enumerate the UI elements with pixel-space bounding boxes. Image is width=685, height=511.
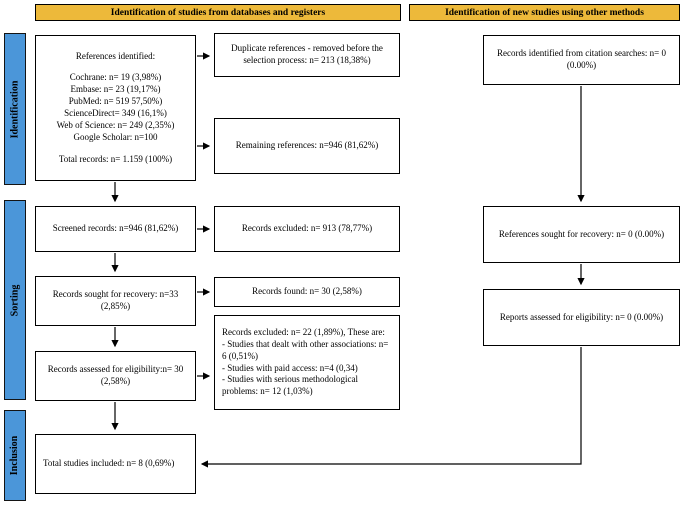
box-records-found: Records found: n= 30 (2,58%) [214, 277, 400, 307]
stage-identification-label: Identification [9, 80, 21, 138]
box-records-excluded-screening: Records excluded: n= 913 (78,77%) [214, 206, 400, 252]
excluded-reason-methodological: - Studies with serious methodological problems: n= 12 (1,03%) [222, 374, 358, 397]
total-records: Total records: n= 1.159 (100%) [58, 153, 173, 164]
box-reports-assessed-other: Reports assessed for eligibility: n= 0 (0.00%) [483, 289, 680, 346]
excluded-reason-paid-access: - Studies with paid access: n=4 (0,34) [222, 362, 358, 373]
excluded-reason-other-associations: - Studies that dealt with other associations: n= 6 (0,51%) [222, 338, 389, 361]
box-duplicates-removed: Duplicate references - removed before the selection process: n= 213 (18,38%) [214, 33, 400, 77]
box-records-assessed-eligibility: Records assessed for eligibility:n= 30 (2,58%) [35, 351, 196, 401]
header-databases-registers: Identification of studies from databases and registers [35, 4, 401, 21]
box-total-studies-included: Total studies included: n= 8 (0,69%) [35, 434, 196, 494]
stage-sorting-label: Sorting [9, 284, 21, 316]
header-other-methods: Identification of new studies using other methods [409, 4, 680, 21]
source-sciencedirect: ScienceDirect= 349 (16,1%) [64, 108, 167, 118]
box-records-excluded-eligibility [214, 315, 400, 410]
excluded-eligibility-title: Records excluded: n= 22 (1,89%), These are: [222, 326, 385, 337]
stage-inclusion [4, 410, 26, 501]
source-pubmed: PubMed: n= 519 57,50%) [68, 96, 163, 107]
stage-inclusion-label: Inclusion [9, 435, 21, 476]
stage-identification [4, 33, 26, 185]
box-references-identified [35, 35, 196, 181]
box-citation-records: Records identified from citation searches: n= 0 (0.00%) [483, 35, 680, 85]
box-remaining-references: Remaining references: n=946 (81,62%) [214, 118, 400, 174]
references-identified-title: References identified: [75, 50, 156, 61]
stage-sorting [4, 200, 26, 400]
source-google-scholar: Google Scholar: n=100 [73, 131, 158, 142]
box-screened-records: Screened records: n=946 (81,62%) [35, 206, 196, 252]
box-records-sought-recovery: Records sought for recovery: n=33 (2,85%) [35, 276, 196, 326]
box-references-sought-other: References sought for recovery: n= 0 (0.00%) [483, 206, 680, 263]
source-embase: Embase: n= 23 (19,17%) [70, 84, 161, 95]
source-web-of-science: Web of Science: n= 249 (2,35%) [56, 119, 175, 130]
source-cochrane: Cochrane: n= 19 (3,98%) [69, 72, 162, 83]
